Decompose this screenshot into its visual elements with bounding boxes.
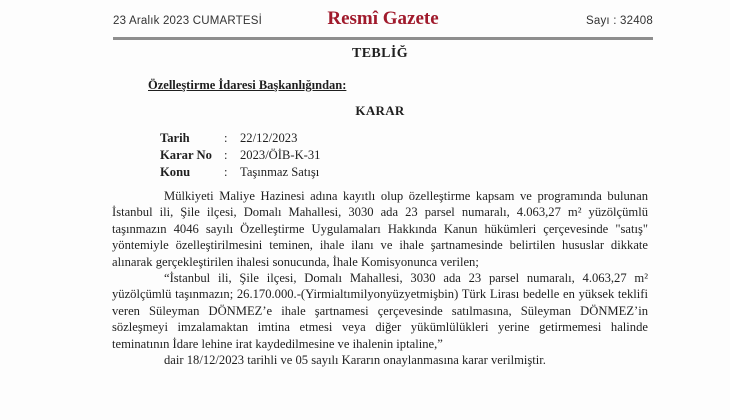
decision-meta-block (160, 130, 648, 181)
meta-row-tarih (160, 130, 648, 147)
masthead-issue-number: Sayı : 32408 (586, 15, 653, 27)
decision-heading-karar: KARAR (355, 103, 405, 118)
masthead (113, 8, 653, 30)
paragraph-approval: dair 18/12/2023 tarihli ve 05 sayılı Kararın onaylanmasına karar verilmiştir. (164, 353, 546, 368)
meta-separator: : (224, 165, 228, 179)
document-body (112, 44, 648, 368)
meta-value-karar-no: 2023/ÖİB-K-31 (240, 148, 321, 162)
masthead-rule (113, 37, 653, 40)
paragraph-decision-quote: “İstanbul ili, Şile ilçesi, Domalı Mahallesi, 3030 ada 23 parsel numaralı, 4.063,27 m² yüzölçümlü taşınmazın; 26.170.000.-(Yirmialtımilyonyüzyetmişbin) Türk Lirası bedelle en yüksek teklifi veren Süleyman DÖNMEZ’e ihale şartnamesi çerçevesinde satılmasına, Süleyman DÖNMEZ’in sözleşmeyi imzalamaktan imtina etmesi veya diğer yükümlülükleri yerine getirmemesi halinde teminatının İdare lehine irat kaydedilmesine ve ihalenin iptaline,” (112, 271, 648, 351)
masthead-date: 23 Aralık 2023 CUMARTESİ (113, 15, 263, 27)
paragraph-preamble: Mülkiyeti Maliye Hazinesi adına kayıtlı olup özelleştirme kapsam ve programında bulunan İstanbul ili, Şile ilçesi, Domalı Mahallesi, 3030 ada 23 parsel numaralı, 4.063,27 m² yüzölçümlü taşınmazın 4046 sayılı Özelleştirme Uygulamaları Hakkında Kanun hükümleri çerçevesinde "satış" yöntemiyle özelleştirilmesini teminen, ihale ilanı ve ihale şartnamesinde belirtilen hususlar dikkate alınarak gerçekleştirilen ihalesi sonucunda, İhale Komisyonunca verilen; (112, 189, 648, 269)
decision-text (112, 188, 648, 368)
meta-label-tarih: Tarih (160, 131, 190, 145)
meta-separator: : (224, 148, 228, 162)
meta-value-konu: Taşınmaz Satışı (240, 165, 320, 179)
meta-separator: : (224, 131, 228, 145)
meta-row-karar-no (160, 147, 648, 164)
issuing-authority: Özelleştirme İdaresi Başkanlığından: (148, 78, 347, 92)
meta-label-karar-no: Karar No (160, 148, 212, 162)
gazette-title: Resmî Gazete (327, 8, 439, 29)
meta-label-konu: Konu (160, 165, 191, 179)
meta-row-konu (160, 164, 648, 181)
meta-value-tarih: 22/12/2023 (240, 131, 298, 145)
section-heading-teblig: TEBLİĞ (351, 46, 409, 61)
